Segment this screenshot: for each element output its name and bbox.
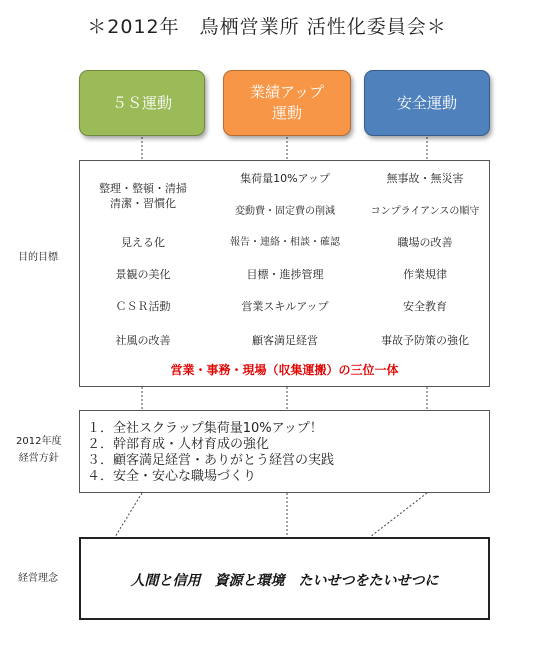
page-title: ＊2012年 鳥栖営業所 活性化委員会＊ — [87, 16, 447, 38]
goal-item: 目標・進捗管理 — [246, 268, 324, 281]
goal-item: 職場の改善 — [397, 236, 453, 249]
policy-item: ２．幹部育成・人材育成の強化 — [87, 437, 270, 452]
policy-item: １．全社スクラップ集荷量10%アップ！ — [87, 421, 323, 436]
policy-side-label-line2: 経営方針 — [18, 453, 59, 464]
goals-summary: 営業・事務・現場（収集運搬）の三位一体 — [170, 363, 399, 377]
goals-box — [79, 160, 490, 387]
goal-item: 報告・連絡・相談・確認 — [230, 237, 340, 248]
goal-item: 顧客満足経営 — [252, 334, 318, 347]
policy-side-label-line1: 2012年度 — [16, 436, 62, 447]
goal-item: ＣＳＲ活動 — [115, 300, 171, 313]
goal-item: 集荷量10%アップ — [240, 172, 330, 185]
goals-side-label: 目的目標 — [18, 252, 58, 263]
policy-side-label — [16, 433, 61, 467]
goal-item: 清潔・習慣化 — [110, 197, 176, 210]
5s-movement-label: ５Ｓ運動 — [111, 93, 172, 112]
goal-item: 変動費・固定費の削減 — [235, 206, 335, 217]
philosophy-text: 人間と信用 資源と環境 たいせつをたいせつに — [130, 573, 439, 589]
performance-up-label-line2: 運動 — [271, 104, 302, 122]
performance-up-label-line1: 業績アップ — [250, 83, 324, 101]
goal-item: 安全教育 — [403, 300, 447, 313]
goal-item: 社風の改善 — [115, 334, 171, 347]
goal-item: 事故予防策の強化 — [381, 334, 469, 347]
goal-item: 整理・整頓・清掃 — [99, 182, 187, 195]
5s-movement-box — [79, 70, 205, 136]
philosophy-side-label: 経営理念 — [18, 573, 58, 584]
goal-item: 営業スキルアップ — [241, 300, 329, 313]
policy-item: ４．安全・安心な職場づくり — [87, 469, 257, 484]
safety-movement-box — [364, 70, 490, 136]
policy-item: ３．顧客満足経営・ありがとう経営の実践 — [87, 453, 335, 468]
goal-item: 景観の美化 — [115, 268, 171, 281]
safety-movement-label: 安全運動 — [396, 93, 457, 112]
goal-item: 見える化 — [121, 236, 165, 249]
policy-box — [79, 410, 490, 493]
philosophy-box — [79, 537, 490, 620]
goal-item: コンプライアンスの順守 — [370, 206, 480, 217]
goal-item: 作業規律 — [403, 268, 447, 281]
performance-up-movement-box — [223, 70, 351, 136]
goal-item: 無事故・無災害 — [386, 172, 464, 185]
